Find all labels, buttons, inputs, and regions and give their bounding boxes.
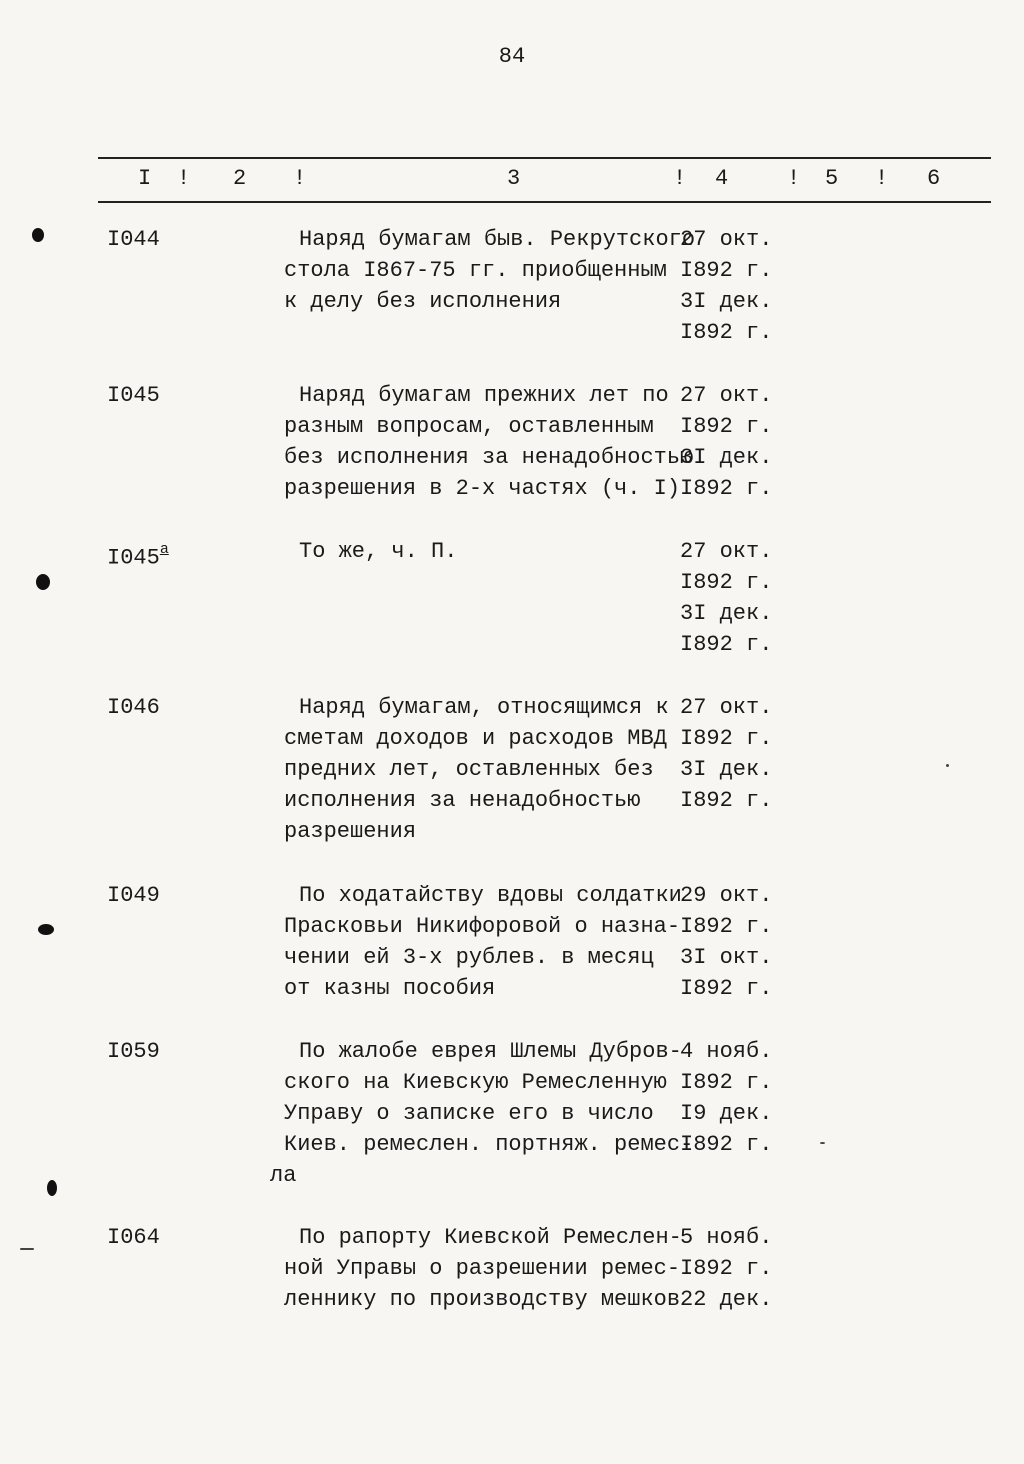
date-line: I892 г. bbox=[680, 914, 773, 939]
record-dates bbox=[680, 692, 772, 816]
date-line: I892 г. bbox=[680, 1132, 773, 1157]
date-line: 5 нояб. bbox=[680, 1225, 773, 1250]
record-description bbox=[284, 880, 694, 1004]
date-line: 27 окт. bbox=[680, 383, 773, 408]
date-line: 29 окт. bbox=[680, 883, 773, 908]
date-line: I892 г. bbox=[680, 258, 773, 283]
binding-hole-mark bbox=[47, 1180, 57, 1196]
description-line: Наряд бумагам быв. Рекрутского bbox=[299, 227, 696, 252]
record-description bbox=[284, 536, 694, 567]
description-line: ского на Киевскую Ремесленную bbox=[284, 1070, 667, 1095]
scan-speck bbox=[946, 764, 949, 767]
column-separator: ! bbox=[177, 166, 191, 191]
description-line: разрешения bbox=[284, 819, 417, 844]
date-line: 3I дек. bbox=[680, 757, 773, 782]
description-line: сметам доходов и расходов МВД bbox=[284, 726, 667, 751]
description-line: ла bbox=[270, 1163, 297, 1188]
date-line: 3I окт. bbox=[680, 945, 773, 970]
description-line: ной Управы о разрешении ремес- bbox=[284, 1256, 681, 1281]
record-description bbox=[270, 1036, 694, 1191]
record-number: I044 bbox=[107, 227, 160, 252]
record-dates bbox=[680, 880, 772, 1004]
date-line: I892 г. bbox=[680, 788, 773, 813]
description-line: чении ей 3-х рублев. в месяц bbox=[284, 945, 654, 970]
date-line: 27 окт. bbox=[680, 695, 773, 720]
record-description bbox=[284, 1222, 694, 1315]
date-line: 27 окт. bbox=[680, 539, 773, 564]
description-line: без исполнения за ненадобностью bbox=[284, 445, 694, 470]
record-dates bbox=[680, 536, 772, 660]
date-line: I892 г. bbox=[680, 1256, 773, 1281]
scan-speck bbox=[20, 1248, 34, 1250]
column-header-1: I bbox=[138, 166, 152, 191]
header-bottom-rule bbox=[98, 201, 991, 203]
column-separator: ! bbox=[875, 166, 889, 191]
record-dates bbox=[680, 1222, 772, 1315]
record-number: I064 bbox=[107, 1225, 160, 1250]
column-separator: ! bbox=[673, 166, 687, 191]
column-header-2: 2 bbox=[233, 166, 247, 191]
record-description bbox=[284, 224, 694, 317]
description-line: По ходатайству вдовы солдатки bbox=[299, 883, 682, 908]
binding-hole-mark bbox=[36, 574, 50, 590]
description-line: Киев. ремеслен. портняж. ремес- bbox=[284, 1132, 694, 1157]
date-line: 3I дек. bbox=[680, 601, 773, 626]
header-top-rule bbox=[98, 157, 991, 159]
column-header-4: 4 bbox=[715, 166, 729, 191]
description-line: Наряд бумагам прежних лет по bbox=[299, 383, 669, 408]
date-line: 27 окт. bbox=[680, 227, 773, 252]
date-line: I892 г. bbox=[680, 476, 773, 501]
scan-speck bbox=[820, 1142, 825, 1144]
date-line: I892 г. bbox=[680, 632, 773, 657]
column-header-5: 5 bbox=[825, 166, 839, 191]
date-line: I892 г. bbox=[680, 976, 773, 1001]
record-dates bbox=[680, 224, 772, 348]
description-line: стола I867-75 гг. приобщенным bbox=[284, 258, 667, 283]
description-line: исполнения за ненадобностью bbox=[284, 788, 641, 813]
description-line: По рапорту Киевской Ремеслен- bbox=[299, 1225, 682, 1250]
column-separator: ! bbox=[293, 166, 307, 191]
date-line: I892 г. bbox=[680, 320, 773, 345]
date-line: I892 г. bbox=[680, 414, 773, 439]
record-dates bbox=[680, 1036, 772, 1160]
record-number: I045 bbox=[107, 383, 160, 408]
record-number: I059 bbox=[107, 1039, 160, 1064]
column-separator: ! bbox=[787, 166, 801, 191]
record-dates bbox=[680, 380, 772, 504]
date-line: I892 г. bbox=[680, 726, 773, 751]
description-line: Прасковьи Никифоровой о назна- bbox=[284, 914, 681, 939]
description-line: леннику по производству мешков bbox=[284, 1287, 681, 1312]
description-line: Наряд бумагам, относящимся к bbox=[299, 695, 669, 720]
date-line: 3I дек. bbox=[680, 289, 773, 314]
page-number: 84 bbox=[498, 44, 526, 69]
record-description bbox=[284, 380, 694, 504]
record-number: I046 bbox=[107, 695, 160, 720]
description-line: разным вопросам, оставленным bbox=[284, 414, 654, 439]
description-line: от казны пособия bbox=[284, 976, 496, 1001]
date-line: 4 нояб. bbox=[680, 1039, 773, 1064]
record-number: I049 bbox=[107, 883, 160, 908]
binding-hole-mark bbox=[38, 924, 54, 935]
column-header-3: 3 bbox=[507, 166, 521, 191]
record-number-suffix: а bbox=[159, 541, 169, 558]
description-line: предних лет, оставленных без bbox=[284, 757, 654, 782]
description-line: разрешения в 2-х частях (ч. I) bbox=[284, 476, 681, 501]
date-line: I9 дек. bbox=[680, 1101, 773, 1126]
date-line: I892 г. bbox=[680, 570, 773, 595]
description-line: Управу о записке его в число bbox=[284, 1101, 654, 1126]
description-line: к делу без исполнения bbox=[284, 289, 562, 314]
column-header-6: 6 bbox=[927, 166, 941, 191]
record-description bbox=[284, 692, 694, 847]
date-line: I892 г. bbox=[680, 1070, 773, 1095]
date-line: 3I дек. bbox=[680, 445, 773, 470]
description-line: По жалобе еврея Шлемы Дубров- bbox=[299, 1039, 682, 1064]
date-line: 22 дек. bbox=[680, 1287, 773, 1312]
binding-hole-mark bbox=[32, 228, 44, 242]
record-number: $I045^а$ bbox=[107, 541, 169, 571]
description-line: То же, ч. П. bbox=[299, 539, 458, 564]
